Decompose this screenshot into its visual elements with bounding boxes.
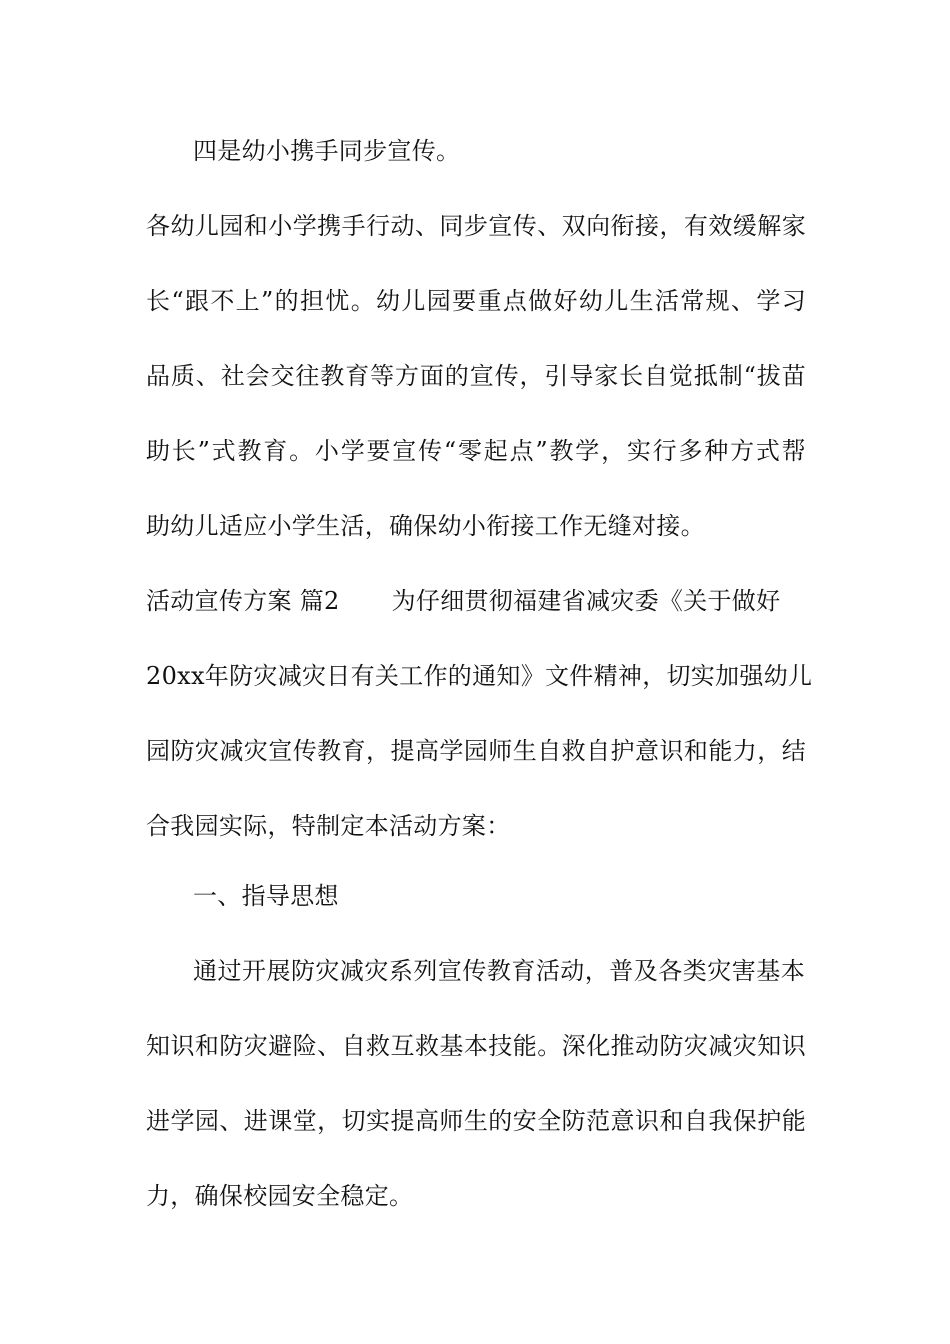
section-intro-text: 为仔细贯彻福建省减灾委《关于做好 xyxy=(391,587,781,615)
body-text-line: 合我园实际，特制定本活动方案： xyxy=(146,812,511,840)
body-text-line: 知识和防灾避险、自救互救基本技能。深化推动防灾减灾知识 xyxy=(146,1032,806,1060)
subheading-guiding-idea: 一、指导思想 xyxy=(193,882,339,910)
section-title: 活动宣传方案 篇2 xyxy=(146,587,340,615)
section-title-line xyxy=(146,586,806,616)
body-text-line: 园防灾减灾宣传教育，提高学园师生自救自护意识和能力，结 xyxy=(146,737,806,765)
body-text-line: 助幼儿适应小学生活，确保幼小衔接工作无缝对接。 xyxy=(146,512,705,540)
body-text-line: 进学园、进课堂，切实提高师生的安全防范意识和自我保护能 xyxy=(146,1107,806,1135)
paragraph-heading-four: 四是幼小携手同步宣传。 xyxy=(193,137,461,165)
body-text-line: 品质、社会交往教育等方面的宣传，引导家长自觉抵制“拔苗 xyxy=(146,362,806,390)
body-text-line: 20xx年防灾减灾日有关工作的通知》文件精神，切实加强幼儿 xyxy=(146,662,813,690)
body-text-line: 长“跟不上”的担忧。幼儿园要重点做好幼儿生活常规、学习 xyxy=(146,287,806,315)
body-text-line: 各幼儿园和小学携手行动、同步宣传、双向衔接，有效缓解家 xyxy=(146,212,806,240)
body-text-line: 通过开展防灾减灾系列宣传教育活动，普及各类灾害基本 xyxy=(193,957,805,985)
body-text-line: 助长”式教育。小学要宣传“零起点”教学，实行多种方式帮 xyxy=(146,437,806,465)
body-text-line: 力，确保校园安全稳定。 xyxy=(146,1182,414,1210)
